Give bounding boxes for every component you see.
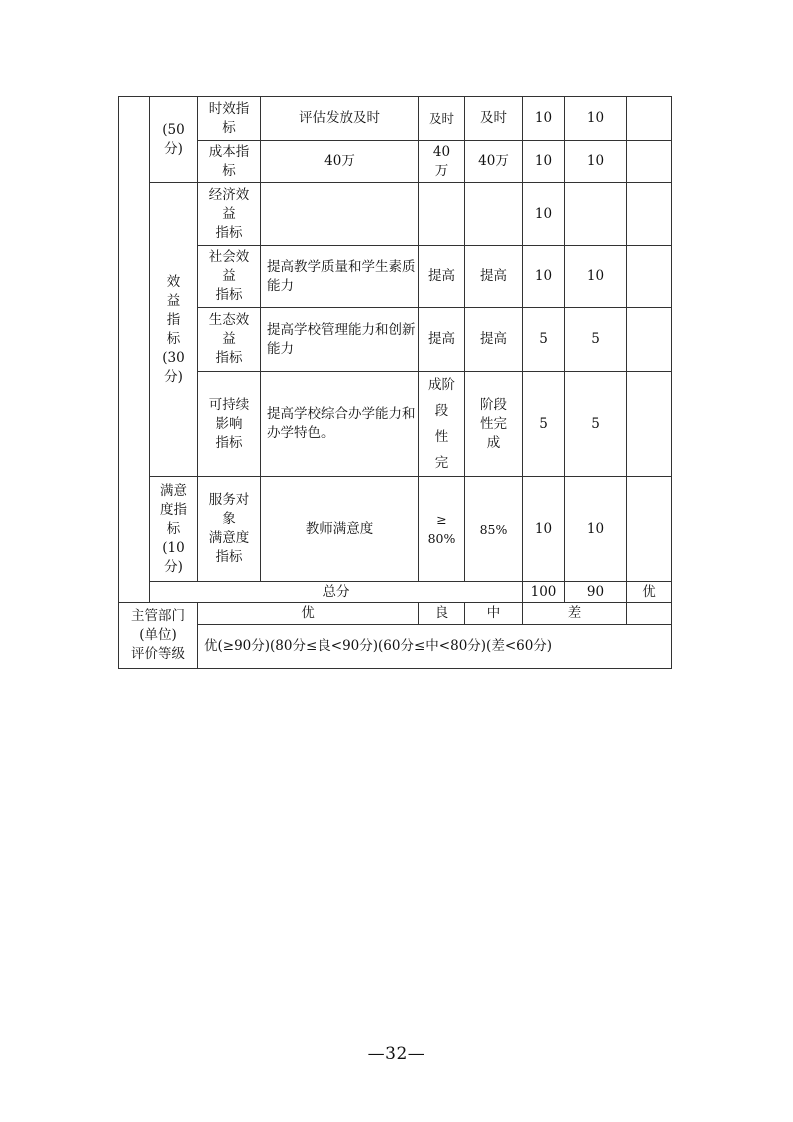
satisfaction-category-cell: 满意 度指 标 (10 分) [150,477,198,582]
evaluation-criteria-row [119,625,672,669]
grade-option-excellent: 优 [198,603,419,625]
target-value-cell: 提高 [419,246,465,308]
actual-value-cell: 及时 [465,97,523,141]
indicator-name-cell: 社会效 益 指标 [198,246,261,308]
grade-option-poor: 差 [523,603,627,625]
indicator-name-cell: 可持续 影响 指标 [198,372,261,477]
table-row [119,246,672,308]
actual-value-cell: 85% [465,477,523,582]
benefit-category-cell: 效 益 指 标 (30 分) [150,183,198,477]
evaluation-criteria-cell: 优(≥90分)(80分≤良<90分)(60分≤中<80分)(差<60分) [198,625,672,669]
indicator-content-cell: 评估发放及时 [261,97,419,141]
total-score-cell: 90 [565,582,627,603]
group-score-cell: (50 分) [150,97,198,183]
table-row [119,477,672,582]
evaluation-label-cell: 主管部门 (单位) 评价等级 [119,603,198,669]
full-score-cell: 10 [523,141,565,183]
score-cell: 10 [565,141,627,183]
total-row [119,582,672,603]
full-score-cell: 5 [523,308,565,372]
remark-cell [627,141,672,183]
indicator-name-cell: 经济效 益 指标 [198,183,261,246]
table-row [119,372,672,477]
actual-value-cell: 阶段 性完 成 [465,372,523,477]
grade-option-blank [627,603,672,625]
remark-cell [627,246,672,308]
remark-cell [627,183,672,246]
indicator-content-cell: 提高学校综合办学能力和办学特色。 [261,372,419,477]
full-score-cell: 10 [523,477,565,582]
target-value-cell: 成阶 段 性 完 [419,372,465,477]
total-label-cell: 总分 [150,582,523,603]
indicator-content-cell [261,183,419,246]
table-row [119,97,672,141]
indicator-name-cell: 生态效 益 指标 [198,308,261,372]
score-cell: 10 [565,97,627,141]
indicator-content-cell: 教师满意度 [261,477,419,582]
table-row [119,308,672,372]
full-score-cell: 5 [523,372,565,477]
indicator-name-cell: 服务对 象 满意度 指标 [198,477,261,582]
score-cell: 10 [565,477,627,582]
actual-value-cell: 提高 [465,308,523,372]
indicator-content-cell: 提高学校管理能力和创新能力 [261,308,419,372]
indicator-content-cell: 40万 [261,141,419,183]
page-number: —32— [367,1044,426,1064]
score-cell [565,183,627,246]
full-score-cell: 10 [523,97,565,141]
total-grade-cell: 优 [627,582,672,603]
target-value-cell: 40 万 [419,141,465,183]
indicator-name-cell: 成本指 标 [198,141,261,183]
score-cell: 5 [565,308,627,372]
evaluation-options-row [119,603,672,625]
remark-cell [627,477,672,582]
indicator-content-cell: 提高教学质量和学生素质能力 [261,246,419,308]
actual-value-cell: 提高 [465,246,523,308]
actual-value-cell [465,183,523,246]
table-row [119,183,672,246]
target-value-cell: 及时 [419,97,465,141]
remark-cell [627,308,672,372]
actual-value-cell: 40万 [465,141,523,183]
remark-cell [627,372,672,477]
target-value-cell [419,183,465,246]
remark-cell [627,97,672,141]
grade-option-good: 良 [419,603,465,625]
score-cell: 5 [565,372,627,477]
full-score-cell: 10 [523,183,565,246]
outer-category-cell [119,97,150,603]
target-value-cell: ≥ 80% [419,477,465,582]
target-value-cell: 提高 [419,308,465,372]
grade-option-medium: 中 [465,603,523,625]
table-row [119,141,672,183]
total-full-score-cell: 100 [523,582,565,603]
performance-evaluation-table [118,96,672,669]
score-cell: 10 [565,246,627,308]
indicator-name-cell: 时效指 标 [198,97,261,141]
full-score-cell: 10 [523,246,565,308]
